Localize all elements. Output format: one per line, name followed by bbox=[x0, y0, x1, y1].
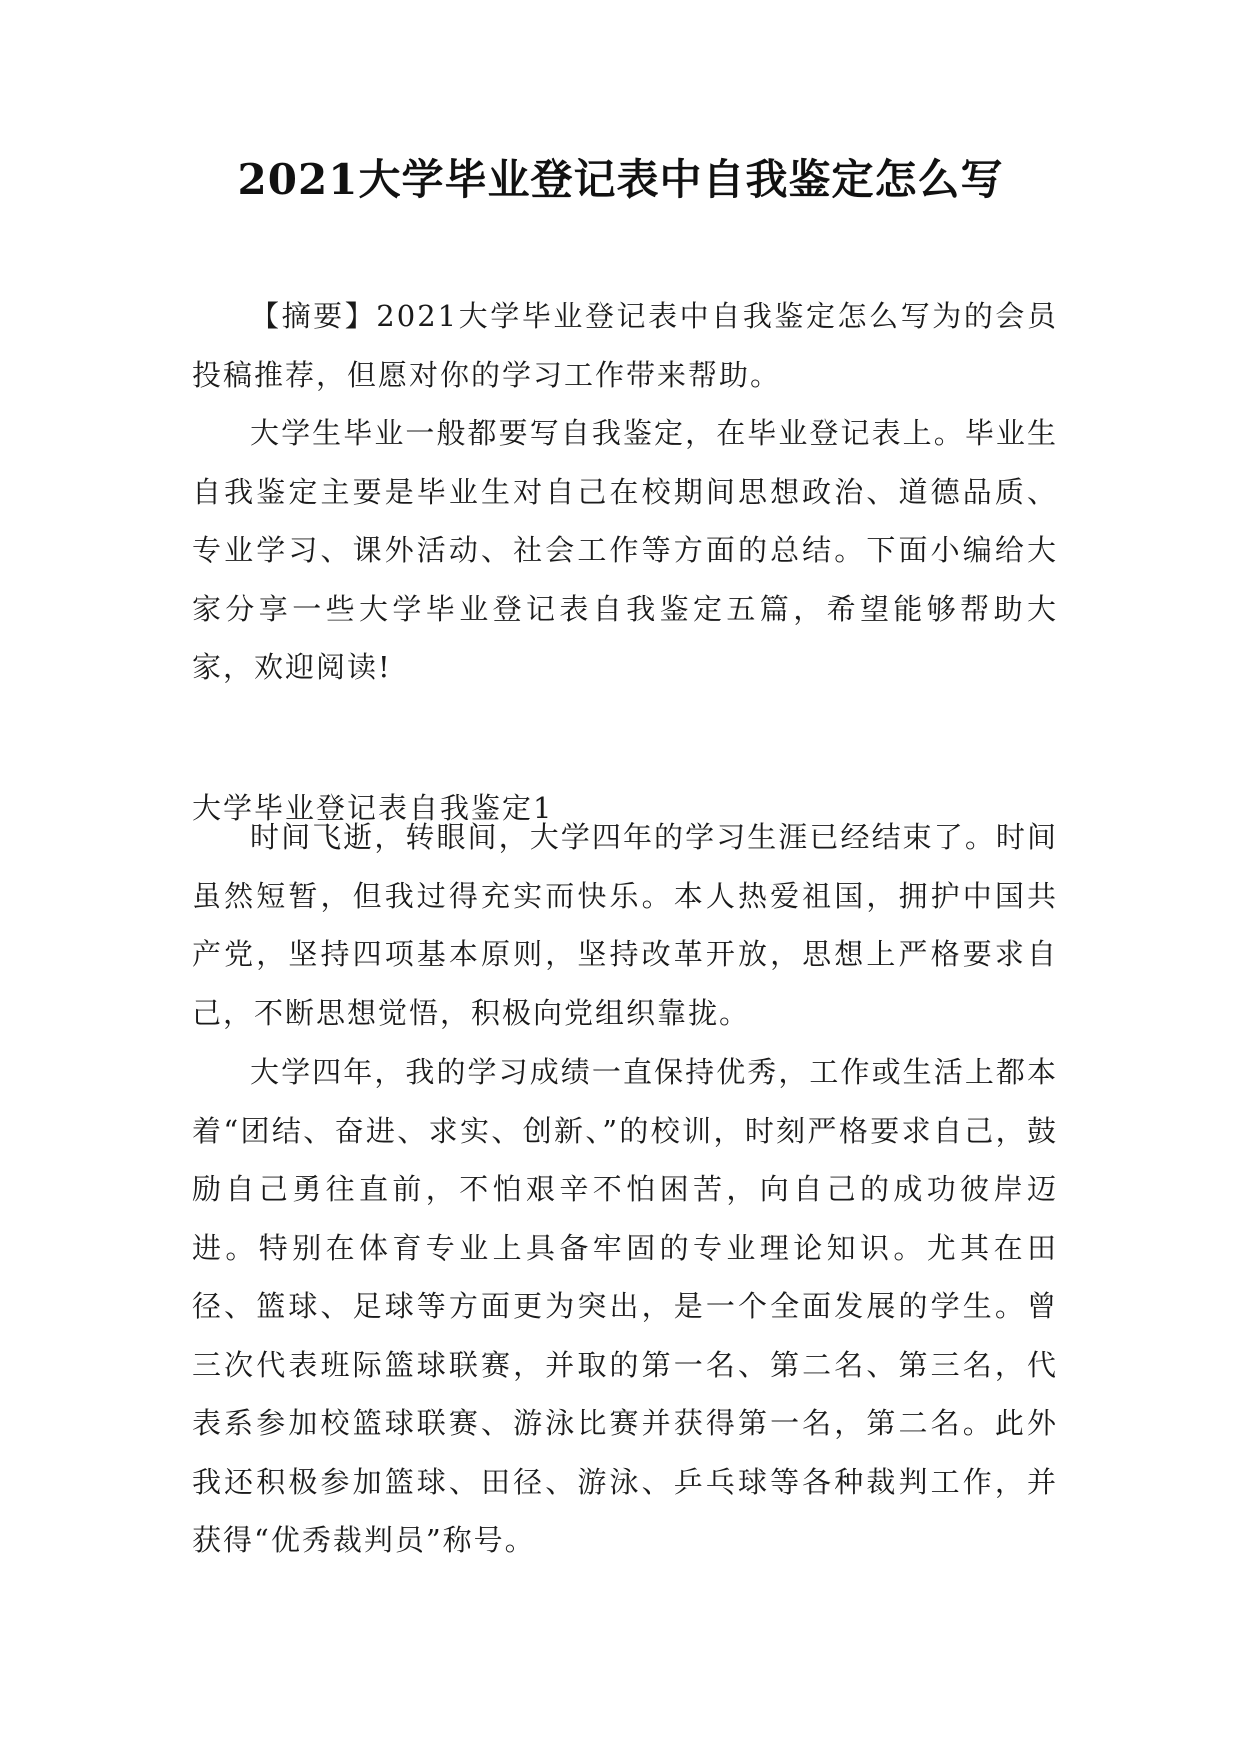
intro-paragraph: 大学生毕业一般都要写自我鉴定，在毕业登记表上。毕业生自我鉴定主要是毕业生对自己在校期间思想政治、道德品质、专业学习、课外活动、社会工作等方面的总结。下面小编给大家分享一些大学毕业登记表自我鉴定五篇，希望能够帮助大家，欢迎阅读! bbox=[192, 416, 1058, 684]
document-title: 2021大学毕业登记表中自我鉴定怎么写 bbox=[237, 155, 1004, 204]
body-paragraph: 时间飞逝，转眼间，大学四年的学习生涯已经结束了。时间虽然短暂，但我过得充实而快乐。本人热爱祖国，拥护中国共产党，坚持四项基本原则，坚持改革开放，思想上严格要求自己，不断思想觉悟，积极向党组织靠拢。 bbox=[192, 820, 1058, 1030]
body-paragraph: 大学四年，我的学习成绩一直保持优秀，工作或生活上都本着“团结、奋进、求实、创新、”的校训，时刻严格要求自己，鼓励自己勇往直前，不怕艰辛不怕困苦，向自己的成功彼岸迈进。特别在体育专业上具备牢固的专业理论知识。尤其在田径、篮球、足球等方面更为突出，是一个全面发展的学生。曾三次代表班际篮球联赛，并取的第一名、第二名、第三名，代表系参加校篮球联赛、游泳比赛并获得第一名，第二名。此外我还积极参加篮球、田径、游泳、乒乓球等各种裁判工作，并获得“优秀裁判员”称号。 bbox=[192, 1055, 1058, 1557]
section-heading: 大学毕业登记表自我鉴定1 bbox=[192, 791, 554, 825]
summary-paragraph: 【摘要】2021大学毕业登记表中自我鉴定怎么写为的会员投稿推荐，但愿对你的学习工作带来帮助。 bbox=[192, 299, 1058, 392]
